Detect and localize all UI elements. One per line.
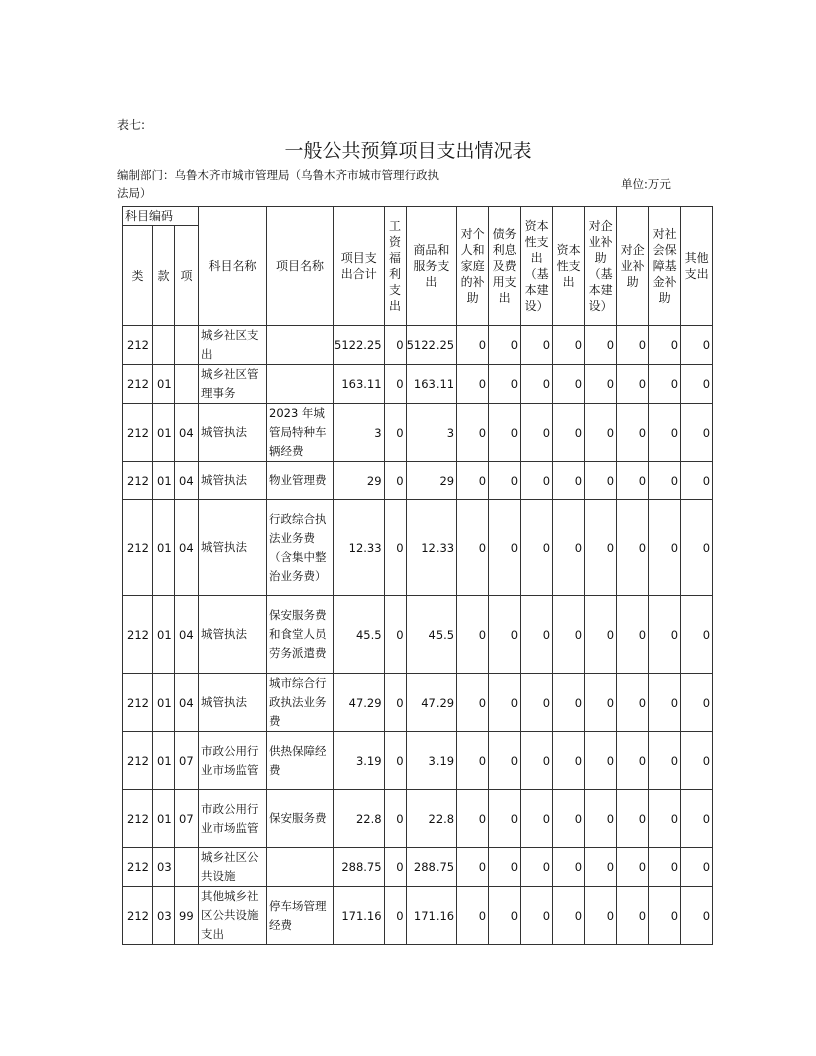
cell-ent-basic: 0: [585, 887, 617, 945]
cell-goods: 163.11: [406, 365, 457, 404]
cell-debt: 0: [489, 404, 521, 462]
cell-wage: 0: [384, 790, 406, 848]
cell-goods: 171.16: [406, 887, 457, 945]
cell-lei: 212: [123, 365, 153, 404]
cell-capital-basic: 0: [521, 887, 553, 945]
cell-capital-basic: 0: [521, 365, 553, 404]
cell-ent-basic: 0: [585, 790, 617, 848]
cell-subject: 城乡社区支出: [199, 326, 267, 365]
cell-capital: 0: [553, 365, 585, 404]
cell-debt: 0: [489, 790, 521, 848]
cell-social: 0: [649, 674, 681, 732]
table-row: [123, 462, 713, 500]
cell-goods: 45.5: [406, 596, 457, 674]
cell-project: 2023 年城管局特种车辆经费: [267, 404, 334, 462]
cell-other: 0: [681, 596, 713, 674]
cell-capital: 0: [553, 596, 585, 674]
cell-project: 供热保障经费: [267, 732, 334, 790]
cell-personal: 0: [457, 404, 489, 462]
cell-subject: 城乡社区公共设施: [199, 848, 267, 887]
table-row: [123, 848, 713, 887]
cell-wage: 0: [384, 596, 406, 674]
cell-goods: 3: [406, 404, 457, 462]
cell-project: 保安服务费: [267, 790, 334, 848]
cell-ent-basic: 0: [585, 365, 617, 404]
cell-personal: 0: [457, 674, 489, 732]
cell-other: 0: [681, 848, 713, 887]
cell-total: 29: [334, 462, 385, 500]
cell-xiang: 07: [175, 790, 199, 848]
cell-capital: 0: [553, 326, 585, 365]
cell-total: 163.11: [334, 365, 385, 404]
header-project-name: 项目名称: [267, 207, 334, 326]
cell-ent-basic: 0: [585, 404, 617, 462]
cell-other: 0: [681, 462, 713, 500]
cell-debt: 0: [489, 848, 521, 887]
cell-capital: 0: [553, 500, 585, 596]
cell-personal: 0: [457, 790, 489, 848]
cell-xiang: 07: [175, 732, 199, 790]
cell-total: 22.8: [334, 790, 385, 848]
cell-subject: 城管执法: [199, 674, 267, 732]
cell-social: 0: [649, 500, 681, 596]
cell-debt: 0: [489, 462, 521, 500]
cell-lei: 212: [123, 848, 153, 887]
cell-xiang: [175, 848, 199, 887]
cell-xiang: 04: [175, 462, 199, 500]
cell-personal: 0: [457, 887, 489, 945]
cell-project: [267, 365, 334, 404]
cell-goods: 288.75: [406, 848, 457, 887]
header-lei: 类: [123, 226, 153, 326]
cell-ent-basic: 0: [585, 596, 617, 674]
cell-debt: 0: [489, 887, 521, 945]
header-xiang: 项: [175, 226, 199, 326]
cell-capital-basic: 0: [521, 790, 553, 848]
cell-other: 0: [681, 732, 713, 790]
table-row: [123, 674, 713, 732]
table-row: [123, 732, 713, 790]
header-capital: 资本性支出: [553, 207, 585, 326]
header-debt: 债务利息及费用支出: [489, 207, 521, 326]
cell-debt: 0: [489, 365, 521, 404]
cell-xiang: 99: [175, 887, 199, 945]
cell-debt: 0: [489, 732, 521, 790]
cell-social: 0: [649, 462, 681, 500]
cell-lei: 212: [123, 326, 153, 365]
header-wage: 工资福利支出: [384, 207, 406, 326]
table-row: [123, 326, 713, 365]
cell-goods: 29: [406, 462, 457, 500]
cell-social: 0: [649, 848, 681, 887]
cell-wage: 0: [384, 326, 406, 365]
cell-subject: 城管执法: [199, 596, 267, 674]
cell-other: 0: [681, 365, 713, 404]
cell-kuan: 01: [153, 732, 175, 790]
header-personal: 对个人和家庭的补助: [457, 207, 489, 326]
cell-goods: 22.8: [406, 790, 457, 848]
cell-other: 0: [681, 326, 713, 365]
cell-capital-basic: 0: [521, 596, 553, 674]
cell-total: 3.19: [334, 732, 385, 790]
cell-lei: 212: [123, 404, 153, 462]
cell-social: 0: [649, 732, 681, 790]
cell-project: 停车场管理经费: [267, 887, 334, 945]
cell-ent: 0: [617, 887, 649, 945]
cell-personal: 0: [457, 848, 489, 887]
cell-capital-basic: 0: [521, 674, 553, 732]
cell-other: 0: [681, 500, 713, 596]
cell-wage: 0: [384, 365, 406, 404]
cell-wage: 0: [384, 404, 406, 462]
cell-ent: 0: [617, 848, 649, 887]
cell-project: 行政综合执法业务费（含集中整治业务费）: [267, 500, 334, 596]
cell-social: 0: [649, 404, 681, 462]
cell-ent: 0: [617, 732, 649, 790]
cell-ent-basic: 0: [585, 326, 617, 365]
cell-subject: 城管执法: [199, 462, 267, 500]
cell-capital-basic: 0: [521, 848, 553, 887]
cell-social: 0: [649, 887, 681, 945]
cell-xiang: 04: [175, 500, 199, 596]
cell-capital-basic: 0: [521, 462, 553, 500]
table-row: [123, 790, 713, 848]
cell-wage: 0: [384, 887, 406, 945]
cell-personal: 0: [457, 365, 489, 404]
header-capital-basic: 资本性支出（基本建设）: [521, 207, 553, 326]
cell-total: 45.5: [334, 596, 385, 674]
table-row: [123, 404, 713, 462]
cell-project: [267, 326, 334, 365]
cell-kuan: 03: [153, 848, 175, 887]
cell-capital-basic: 0: [521, 732, 553, 790]
cell-xiang: 04: [175, 596, 199, 674]
cell-wage: 0: [384, 462, 406, 500]
cell-lei: 212: [123, 674, 153, 732]
cell-subject: 其他城乡社区公共设施支出: [199, 887, 267, 945]
cell-ent-basic: 0: [585, 462, 617, 500]
cell-personal: 0: [457, 596, 489, 674]
cell-wage: 0: [384, 500, 406, 596]
cell-ent: 0: [617, 462, 649, 500]
cell-subject: 城乡社区管理事务: [199, 365, 267, 404]
cell-social: 0: [649, 326, 681, 365]
cell-kuan: 01: [153, 365, 175, 404]
cell-ent: 0: [617, 790, 649, 848]
cell-kuan: 01: [153, 500, 175, 596]
cell-other: 0: [681, 790, 713, 848]
cell-xiang: [175, 365, 199, 404]
cell-personal: 0: [457, 462, 489, 500]
cell-total: 12.33: [334, 500, 385, 596]
cell-kuan: 03: [153, 887, 175, 945]
cell-capital: 0: [553, 790, 585, 848]
cell-kuan: 01: [153, 462, 175, 500]
cell-subject: 市政公用行业市场监管: [199, 732, 267, 790]
cell-lei: 212: [123, 500, 153, 596]
cell-capital: 0: [553, 732, 585, 790]
table-label: 表七:: [117, 118, 146, 132]
cell-debt: 0: [489, 674, 521, 732]
cell-ent: 0: [617, 596, 649, 674]
cell-lei: 212: [123, 462, 153, 500]
header-social: 对社会保障基金补助: [649, 207, 681, 326]
expenditure-table: [122, 206, 713, 945]
cell-subject: 城管执法: [199, 500, 267, 596]
cell-project: 城市综合行政执法业务费: [267, 674, 334, 732]
cell-capital-basic: 0: [521, 500, 553, 596]
cell-capital-basic: 0: [521, 404, 553, 462]
cell-project: 保安服务费和食堂人员劳务派遣费: [267, 596, 334, 674]
cell-wage: 0: [384, 848, 406, 887]
cell-ent-basic: 0: [585, 500, 617, 596]
cell-total: 5122.25: [334, 326, 385, 365]
cell-capital: 0: [553, 404, 585, 462]
cell-capital: 0: [553, 848, 585, 887]
cell-xiang: [175, 326, 199, 365]
cell-ent: 0: [617, 404, 649, 462]
cell-wage: 0: [384, 674, 406, 732]
cell-lei: 212: [123, 887, 153, 945]
cell-project: 物业管理费: [267, 462, 334, 500]
header-ent: 对企业补助: [617, 207, 649, 326]
cell-subject: 城管执法: [199, 404, 267, 462]
cell-ent: 0: [617, 500, 649, 596]
cell-social: 0: [649, 365, 681, 404]
cell-goods: 47.29: [406, 674, 457, 732]
cell-project: [267, 848, 334, 887]
cell-ent: 0: [617, 674, 649, 732]
cell-other: 0: [681, 404, 713, 462]
cell-kuan: [153, 326, 175, 365]
department-line: 编制部门：乌鲁木齐市城市管理局（乌鲁木齐市城市管理行政执法局）: [117, 168, 439, 200]
cell-ent-basic: 0: [585, 732, 617, 790]
header-code-group: 科目编码: [123, 207, 199, 226]
cell-personal: 0: [457, 500, 489, 596]
cell-xiang: 04: [175, 674, 199, 732]
cell-social: 0: [649, 596, 681, 674]
cell-kuan: 01: [153, 674, 175, 732]
cell-kuan: 01: [153, 596, 175, 674]
header-goods: 商品和服务支出: [406, 207, 457, 326]
cell-personal: 0: [457, 732, 489, 790]
header-total: 项目支出合计: [334, 207, 385, 326]
header-subject-name: 科目名称: [199, 207, 267, 326]
cell-lei: 212: [123, 596, 153, 674]
cell-other: 0: [681, 887, 713, 945]
table-row: [123, 365, 713, 404]
cell-social: 0: [649, 790, 681, 848]
cell-lei: 212: [123, 790, 153, 848]
cell-goods: 12.33: [406, 500, 457, 596]
cell-goods: 3.19: [406, 732, 457, 790]
cell-total: 3: [334, 404, 385, 462]
cell-xiang: 04: [175, 404, 199, 462]
cell-total: 47.29: [334, 674, 385, 732]
cell-capital: 0: [553, 462, 585, 500]
cell-capital-basic: 0: [521, 326, 553, 365]
cell-total: 171.16: [334, 887, 385, 945]
cell-kuan: 01: [153, 404, 175, 462]
cell-ent-basic: 0: [585, 848, 617, 887]
cell-lei: 212: [123, 732, 153, 790]
cell-debt: 0: [489, 326, 521, 365]
cell-subject: 市政公用行业市场监管: [199, 790, 267, 848]
cell-ent-basic: 0: [585, 674, 617, 732]
cell-wage: 0: [384, 732, 406, 790]
page-title: 一般公共预算项目支出情况表: [284, 140, 532, 162]
table-row: [123, 596, 713, 674]
cell-capital: 0: [553, 887, 585, 945]
table-row: [123, 500, 713, 596]
cell-other: 0: [681, 674, 713, 732]
unit-label: 单位:万元: [621, 177, 671, 191]
cell-capital: 0: [553, 674, 585, 732]
header-kuan: 款: [153, 226, 175, 326]
cell-ent: 0: [617, 365, 649, 404]
cell-debt: 0: [489, 500, 521, 596]
cell-total: 288.75: [334, 848, 385, 887]
header-ent-basic: 对企业补助（基本建设）: [585, 207, 617, 326]
cell-debt: 0: [489, 596, 521, 674]
cell-kuan: 01: [153, 790, 175, 848]
cell-goods: 5122.25: [406, 326, 457, 365]
table-row: [123, 887, 713, 945]
cell-ent: 0: [617, 326, 649, 365]
header-other: 其他支出: [681, 207, 713, 326]
cell-personal: 0: [457, 326, 489, 365]
